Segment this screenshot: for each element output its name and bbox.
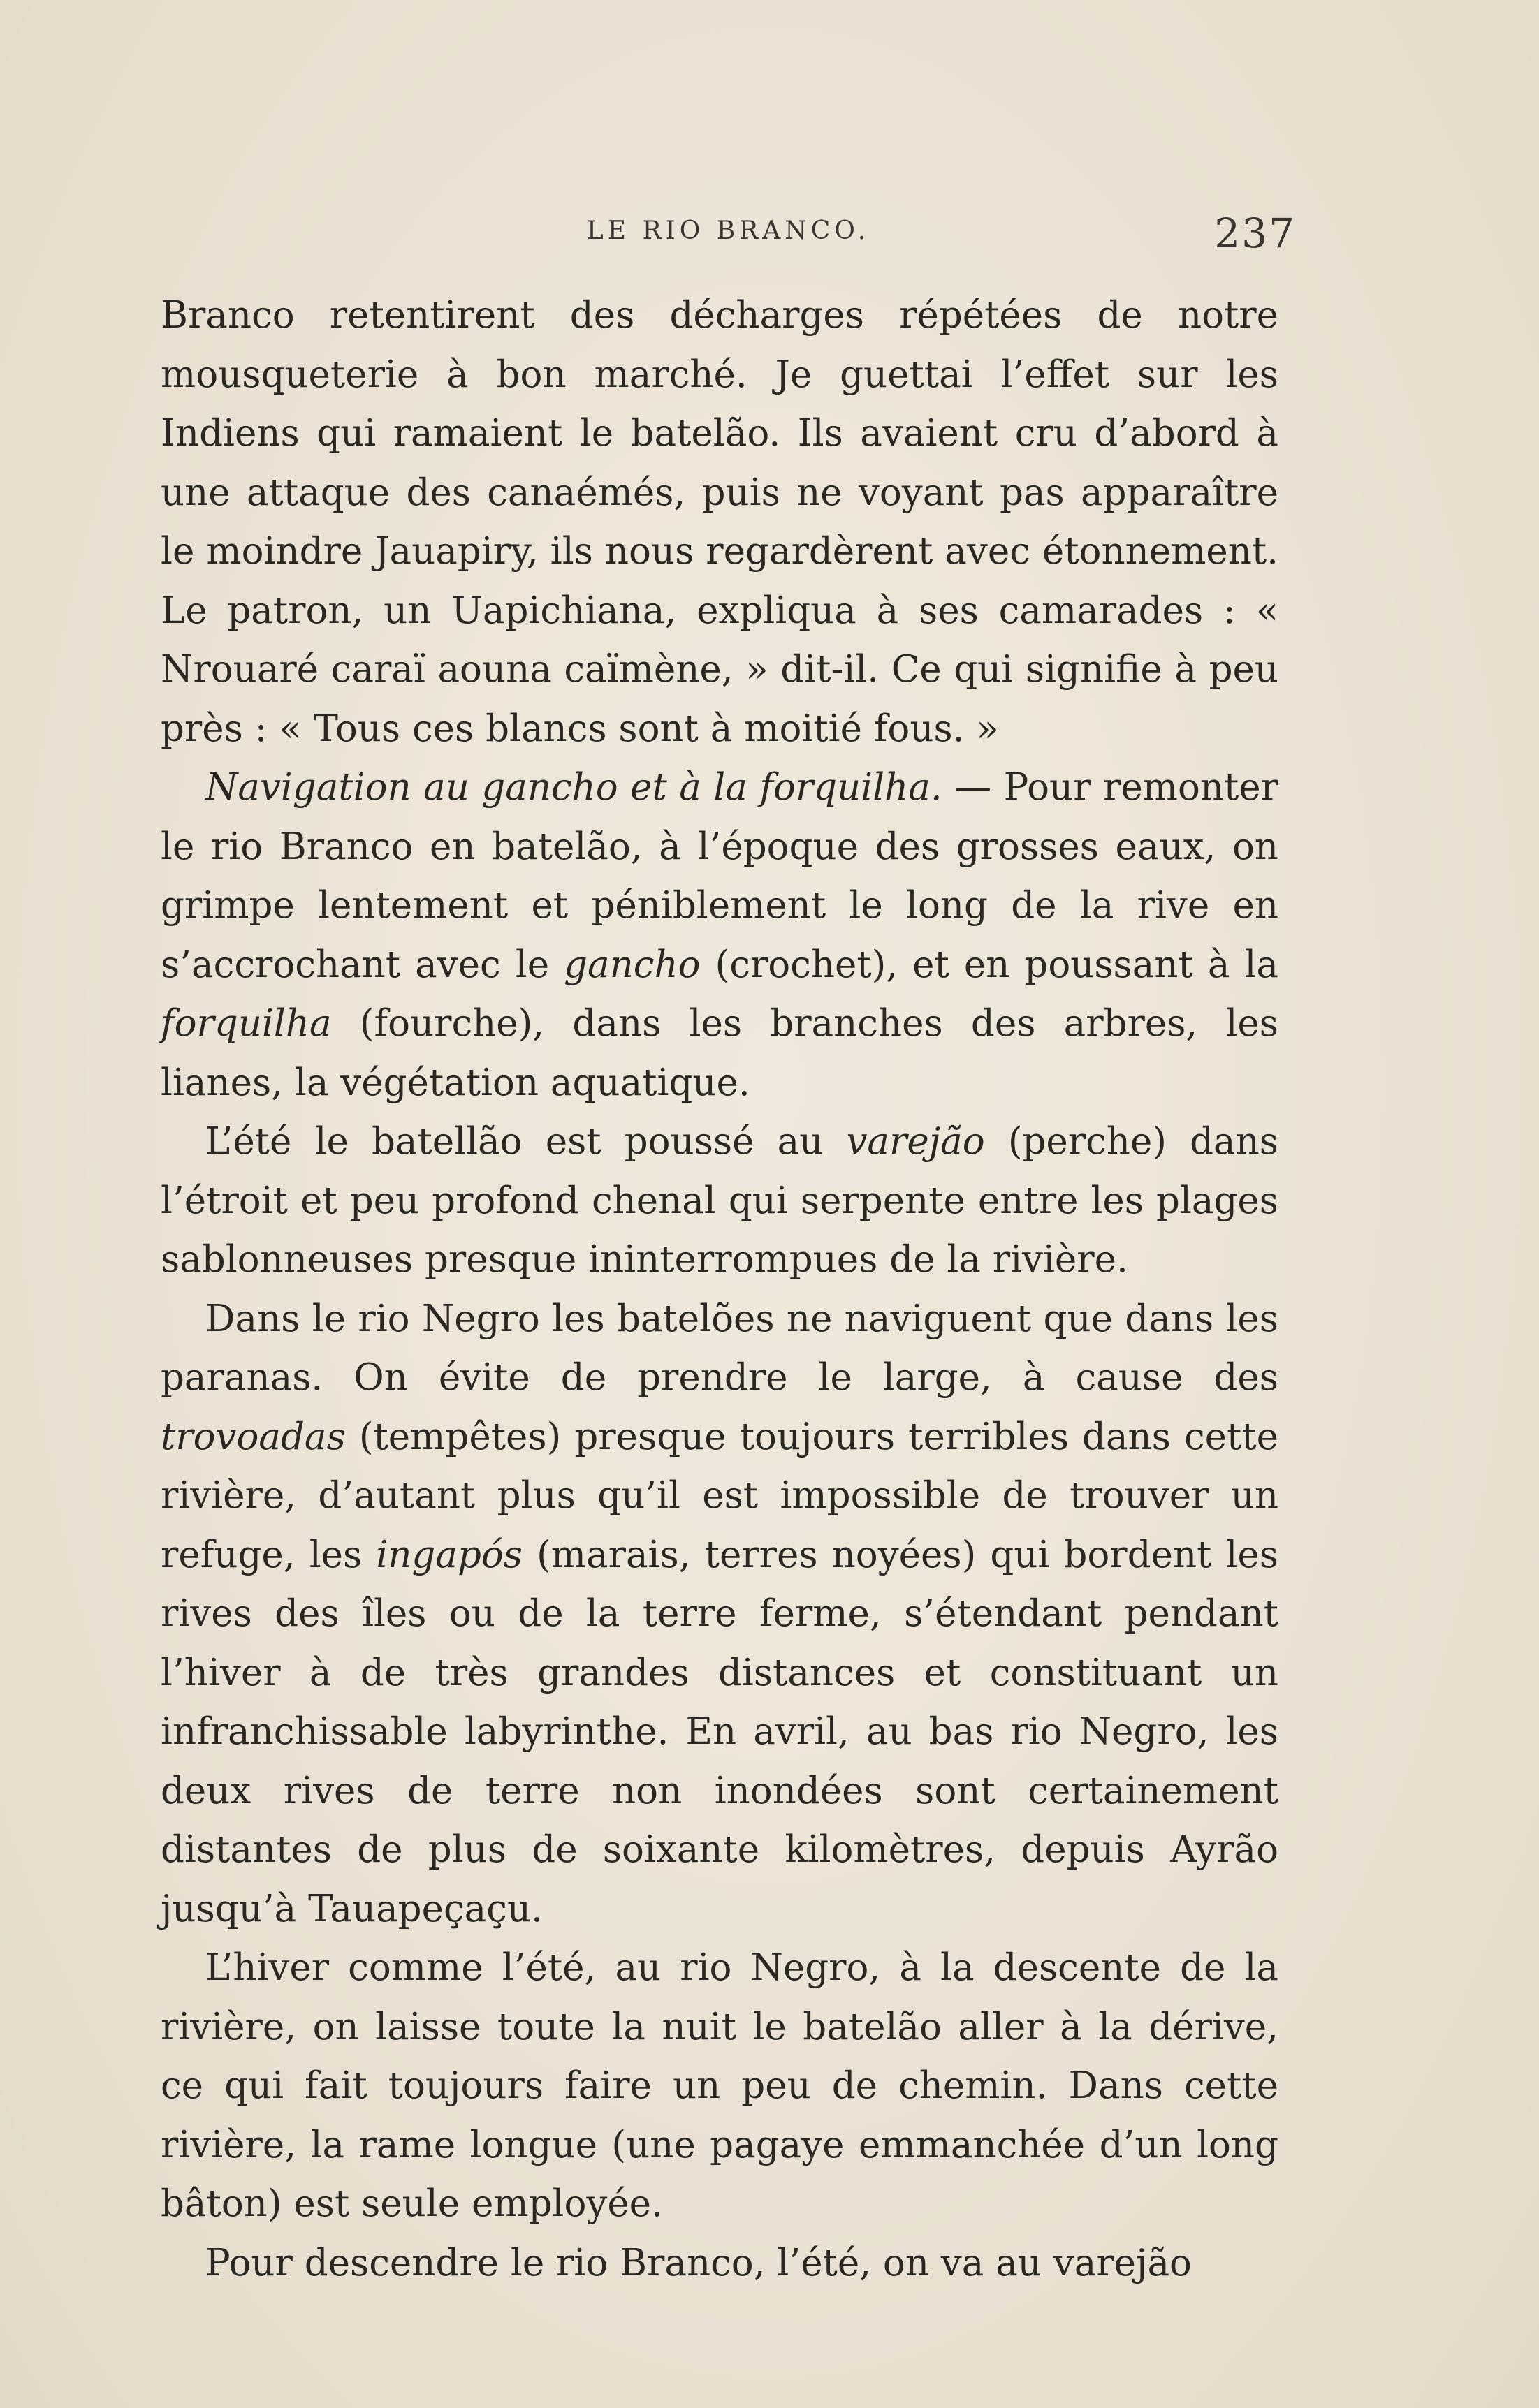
italic-text: gancho [564,943,701,986]
text-run: Dans le rio Negro les batelões ne naviguent que dans les paranas. On évite de prendre le large, à cause des [161,1297,1278,1399]
italic-text: forquilha [161,1002,332,1045]
text-run: (tempêtes) presque toujours terribles dans cette rivière, d’autant plus qu’il est impossible de trouver un refuge, les [161,1415,1278,1576]
paragraph [161,1939,1278,2234]
text-run: (fourche), dans les branches des arbres, les lianes, la végétation aquatique. [161,1002,1278,1104]
paragraph [161,286,1278,758]
running-title: LE RIO BRANCO. [586,216,870,245]
text-run: Branco retentirent des décharges répétées de notre mousqueterie à bon marché. Je guettai l’effet sur les Indiens qui ramaient le batelão. Ils avaient cru d’abord à une attaque des canaémés, puis ne voyant pas apparaître le moindre Jauapiry, ils nous regardèrent avec étonnement. Le patron, un Uapichiana, expliqua à ses camarades : « Nrouaré caraï aouna caïmène, » dit-il. Ce qui signifie à peu près : « Tous ces blancs sont à moitié fous. » [161,294,1278,750]
italic-text: trovoadas [161,1415,346,1458]
page-number: 237 [1214,210,1296,257]
paragraph [161,1290,1278,1939]
text-run: — Pour remonter le rio Branco en batelão, à l’époque des grosses eaux, on grimpe lentement et péniblement le long de la rive en s’accrochant avec le [161,766,1278,986]
text-run: (crochet), et en poussant à la [700,943,1278,986]
italic-text: ingapós [376,1533,523,1576]
text-run: L’été le batellão est poussé au [205,1120,847,1163]
body-text [161,286,1278,2293]
italic-text: Navigation au gancho et à la forquilha. [205,766,942,809]
paragraph [161,2234,1278,2293]
text-run: (marais, terres noyées) qui bordent les rives des îles ou de la terre ferme, s’étendant pendant l’hiver à de très grandes distances et constituant un infranchissable labyrinthe. En avril, au bas rio Negro, les deux rives de terre non inondées sont certainement distantes de plus de soixante kilomètres, depuis Ayrão jusqu’à Tauapeçaçu. [161,1533,1278,1930]
paragraph [161,758,1278,1113]
paragraph [161,1113,1278,1290]
italic-text: varejão [846,1120,985,1163]
text-run: Pour descendre le rio Branco, l’été, on va au varejão [205,2241,1192,2284]
text-run: (perche) dans l’étroit et peu profond chenal qui serpente entre les plages sablonneuses presque ininterrompues de la rivière. [161,1120,1278,1281]
text-run: L’hiver comme l’été, au rio Negro, à la descente de la rivière, on laisse toute la nuit le batelão aller à la dérive, ce qui fait toujours faire un peu de chemin. Dans cette rivière, la rame longue (une pagaye emmanchée d’un long bâton) est seule employée. [161,1946,1278,2225]
running-head [161,210,1296,265]
